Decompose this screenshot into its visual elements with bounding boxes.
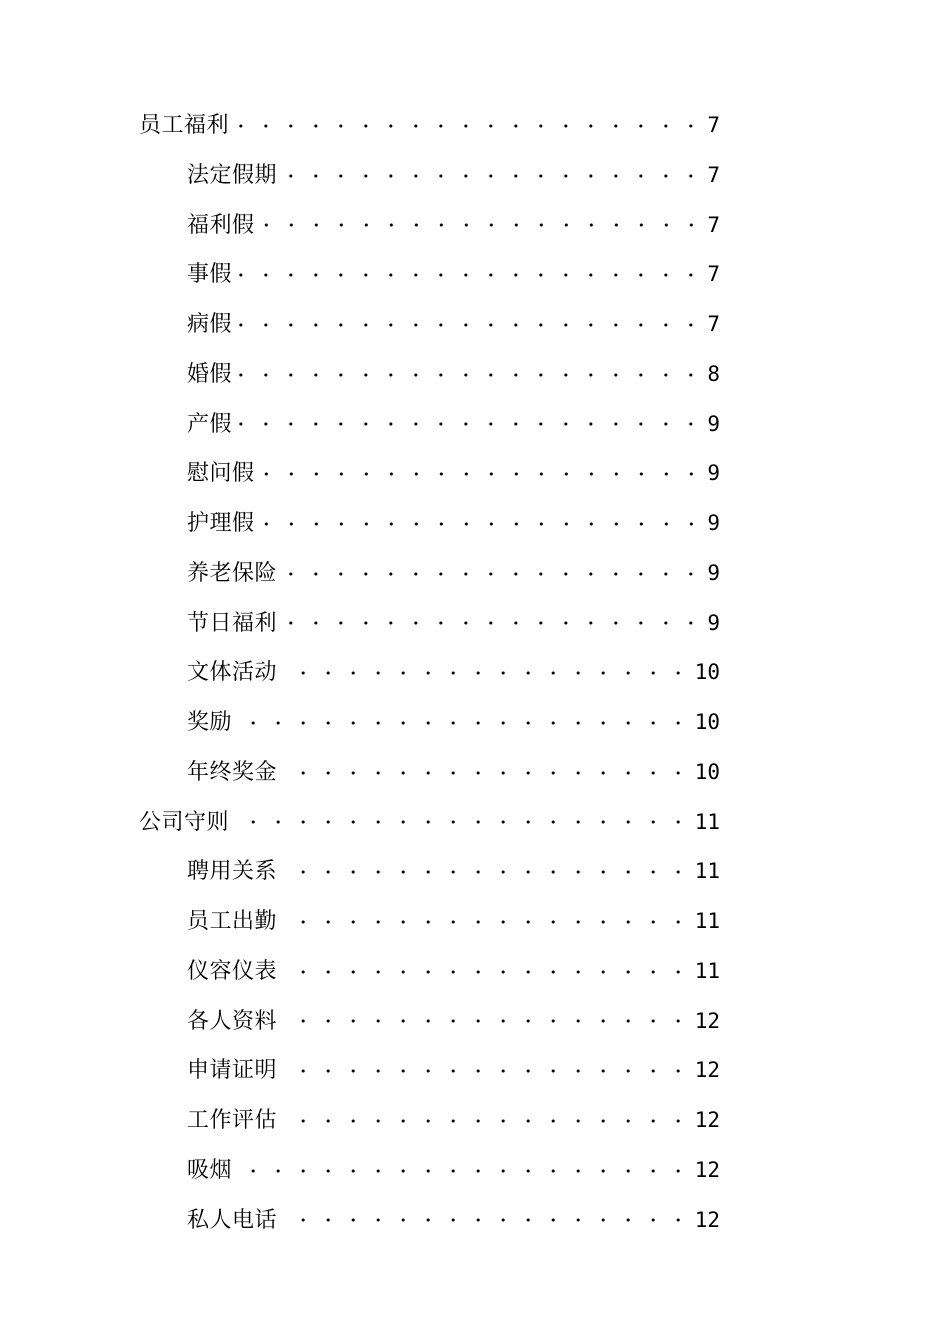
- toc-page-number: 12: [694, 1008, 720, 1033]
- toc-dot-leader: [281, 572, 703, 576]
- toc-entry-title: 年终奖金: [187, 759, 278, 785]
- toc-entry-title: 节日福利: [187, 610, 278, 636]
- toc-dot-leader: [281, 1218, 691, 1222]
- toc-dot-leader: [281, 1119, 691, 1123]
- toc-dot-leader: [281, 771, 691, 775]
- toc-page-number: 12: [694, 1058, 720, 1083]
- toc-subsection-entry[interactable]: [0, 847, 720, 897]
- toc-page-number: 9: [707, 560, 720, 585]
- toc-dot-leader: [236, 323, 703, 327]
- toc-entry-title: 病假: [187, 312, 233, 337]
- toc-page-number: 11: [694, 958, 720, 983]
- toc-entry-title: 吸烟: [187, 1157, 233, 1183]
- toc-dot-leader: [259, 472, 704, 476]
- toc-dot-leader: [281, 1019, 691, 1023]
- toc-subsection-entry[interactable]: [0, 151, 720, 201]
- toc-entry-title: 奖励: [187, 710, 233, 735]
- toc-subsection-entry[interactable]: [0, 1146, 720, 1196]
- toc-dot-leader: [281, 870, 691, 874]
- toc-dot-leader: [236, 1169, 691, 1173]
- toc-subsection-entry[interactable]: [0, 748, 720, 798]
- toc-dot-leader: [281, 174, 703, 178]
- toc-page-number: 11: [694, 859, 720, 884]
- toc-page-number: 10: [694, 710, 720, 734]
- toc-subsection-entry[interactable]: [0, 648, 720, 698]
- toc-subsection-entry[interactable]: [0, 1096, 720, 1146]
- toc-entry-title: 聘用关系: [187, 859, 278, 885]
- toc-dot-leader: [233, 820, 691, 824]
- toc-page-number: 11: [694, 809, 720, 834]
- toc-subsection-entry[interactable]: [0, 250, 720, 300]
- toc-dot-leader: [281, 920, 691, 924]
- toc-entry-title: 申请证明: [187, 1058, 278, 1084]
- toc-page-number: 7: [707, 212, 720, 237]
- toc-dot-leader: [259, 223, 704, 227]
- toc-entry-title: 私人电话: [187, 1207, 278, 1233]
- toc-subsection-entry[interactable]: [0, 300, 720, 350]
- toc-entry-title: 养老保险: [187, 560, 278, 586]
- toc-entry-title: 公司守则: [139, 809, 230, 835]
- toc-entry-title: 慰问假: [187, 461, 255, 487]
- toc-page-number: 7: [707, 262, 720, 287]
- toc-dot-leader: [233, 124, 703, 128]
- toc-page-number: 7: [707, 312, 720, 336]
- toc-dot-leader: [236, 373, 703, 377]
- toc-subsection-entry[interactable]: [0, 1046, 720, 1096]
- toc-entry-title: 文体活动: [187, 660, 278, 686]
- toc-entry-title: 各人资料: [187, 1008, 278, 1034]
- toc-subsection-entry[interactable]: [0, 599, 720, 649]
- toc-page-number: 9: [707, 411, 720, 436]
- toc-page-number: 12: [694, 1108, 720, 1132]
- toc-page-number: 7: [707, 113, 720, 137]
- toc-entry-title: 法定假期: [187, 162, 278, 188]
- toc-subsection-entry[interactable]: [0, 947, 720, 997]
- toc-subsection-entry[interactable]: [0, 201, 720, 251]
- toc-dot-leader: [281, 970, 691, 974]
- toc-page-number: 11: [694, 909, 720, 933]
- toc-dot-leader: [281, 1069, 691, 1073]
- toc-page-number: 12: [694, 1157, 720, 1182]
- toc-entry-title: 工作评估: [187, 1108, 278, 1133]
- toc-entry-title: 员工出勤: [187, 909, 278, 934]
- toc-page-number: 9: [707, 461, 720, 486]
- toc-subsection-entry[interactable]: [0, 897, 720, 947]
- toc-dot-leader: [236, 273, 703, 277]
- toc-entry-title: 婚假: [187, 361, 233, 387]
- toc-dot-leader: [236, 422, 703, 426]
- toc-page-number: 9: [707, 511, 720, 535]
- toc-entry-title: 事假: [187, 262, 233, 288]
- toc-dot-leader: [259, 522, 704, 526]
- toc-entry-title: 员工福利: [139, 113, 230, 138]
- toc-subsection-entry[interactable]: [0, 400, 720, 450]
- toc-page-number: 10: [694, 660, 720, 685]
- toc-subsection-entry[interactable]: [0, 698, 720, 748]
- toc-dot-leader: [281, 671, 691, 675]
- toc-entry-title: 福利假: [187, 212, 255, 238]
- toc-entry-title: 产假: [187, 411, 233, 437]
- toc-subsection-entry[interactable]: [0, 449, 720, 499]
- toc-dot-leader: [236, 721, 691, 725]
- table-of-contents: [0, 101, 950, 1245]
- toc-subsection-entry[interactable]: [0, 997, 720, 1047]
- toc-entry-title: 护理假: [187, 511, 255, 536]
- toc-entry-title: 仪容仪表: [187, 958, 278, 984]
- toc-section-entry[interactable]: [0, 798, 720, 848]
- toc-page-number: 12: [694, 1207, 720, 1232]
- toc-dot-leader: [281, 621, 703, 625]
- toc-page-number: 10: [694, 759, 720, 784]
- toc-section-entry[interactable]: [0, 101, 720, 151]
- toc-subsection-entry[interactable]: [0, 1196, 720, 1246]
- toc-subsection-entry[interactable]: [0, 549, 720, 599]
- toc-page-number: 7: [707, 162, 720, 187]
- toc-page-number: 9: [707, 610, 720, 635]
- toc-page-number: 8: [707, 361, 720, 386]
- toc-subsection-entry[interactable]: [0, 350, 720, 400]
- toc-subsection-entry[interactable]: [0, 499, 720, 549]
